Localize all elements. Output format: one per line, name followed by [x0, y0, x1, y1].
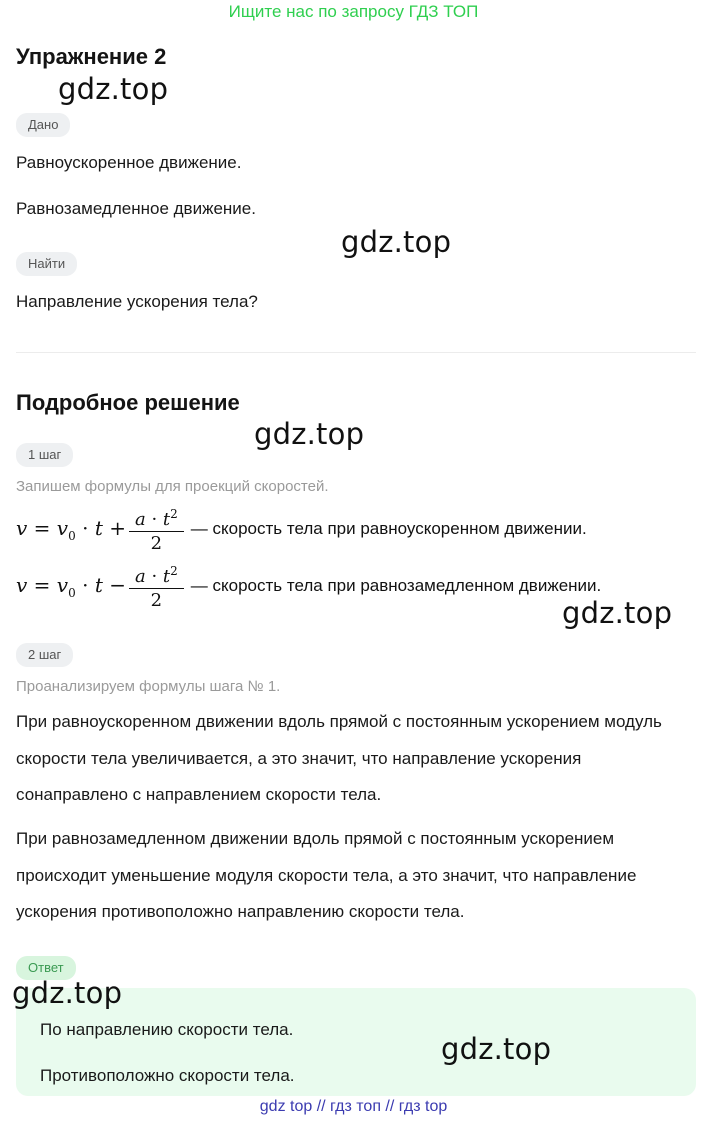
search-banner: Ищите нас по запросу ГДЗ ТОП: [228, 2, 479, 21]
given-badge: Дано: [16, 113, 70, 137]
answer-line-1: По направлению скорости тела.: [40, 1020, 294, 1039]
watermark: gdz.top: [562, 596, 673, 630]
step-2-badge: 2 шаг: [16, 643, 73, 667]
answer-badge: Ответ: [16, 956, 76, 980]
watermark: gdz.top: [441, 1032, 552, 1066]
find-badge: Найти: [16, 252, 77, 276]
step-1-badge: 1 шаг: [16, 443, 73, 467]
formula-accelerated: $v = v_0 \cdot t$ + $\frac{a \cdot t^2}{2}$ — скорость тела при равноускоренном движении.: [16, 506, 587, 554]
watermark: gdz.top: [341, 225, 452, 259]
formula-decelerated-desc: — скорость тела при равнозамедленном движении.: [190, 576, 602, 595]
step-2-paragraph-2: При равнозамедленном движении вдоль прямой с постоянным ускорением происходит уменьшение модуля скорости тела, а это значит, что направление ускорения противоположно направлению скорости тела.: [16, 829, 637, 921]
exercise-title: Упражнение 2: [16, 44, 167, 69]
formula-decelerated: $v = v_0 \cdot t$ − $\frac{a \cdot t^2}{2}$ — скорость тела при равнозамедленном движении.: [16, 563, 602, 611]
formula-accelerated-desc: — скорость тела при равноускоренном движении.: [190, 519, 587, 538]
answer-line-2: Противоположно скорости тела.: [40, 1066, 295, 1085]
watermark: gdz.top: [12, 976, 123, 1010]
find-text: Направление ускорения тела?: [16, 292, 258, 311]
watermark: gdz.top: [58, 72, 169, 106]
step-1-intro: Запишем формулы для проекций скоростей.: [16, 478, 329, 495]
given-item-2: Равнозамедленное движение.: [16, 199, 256, 218]
step-2-paragraph-1: При равноускоренном движении вдоль прямой с постоянным ускорением модуль скорости тела увеличивается, а это значит, что направление ускорения сонаправлено с направлением скорости тела.: [16, 712, 662, 804]
given-item-1: Равноускоренное движение.: [16, 153, 242, 172]
footer-links[interactable]: gdz top // гдз топ // гдз top: [259, 1098, 448, 1115]
solution-title: Подробное решение: [16, 390, 240, 415]
section-divider: [16, 352, 696, 353]
watermark: gdz.top: [254, 417, 365, 451]
step-2-intro: Проанализируем формулы шага № 1.: [16, 678, 281, 695]
